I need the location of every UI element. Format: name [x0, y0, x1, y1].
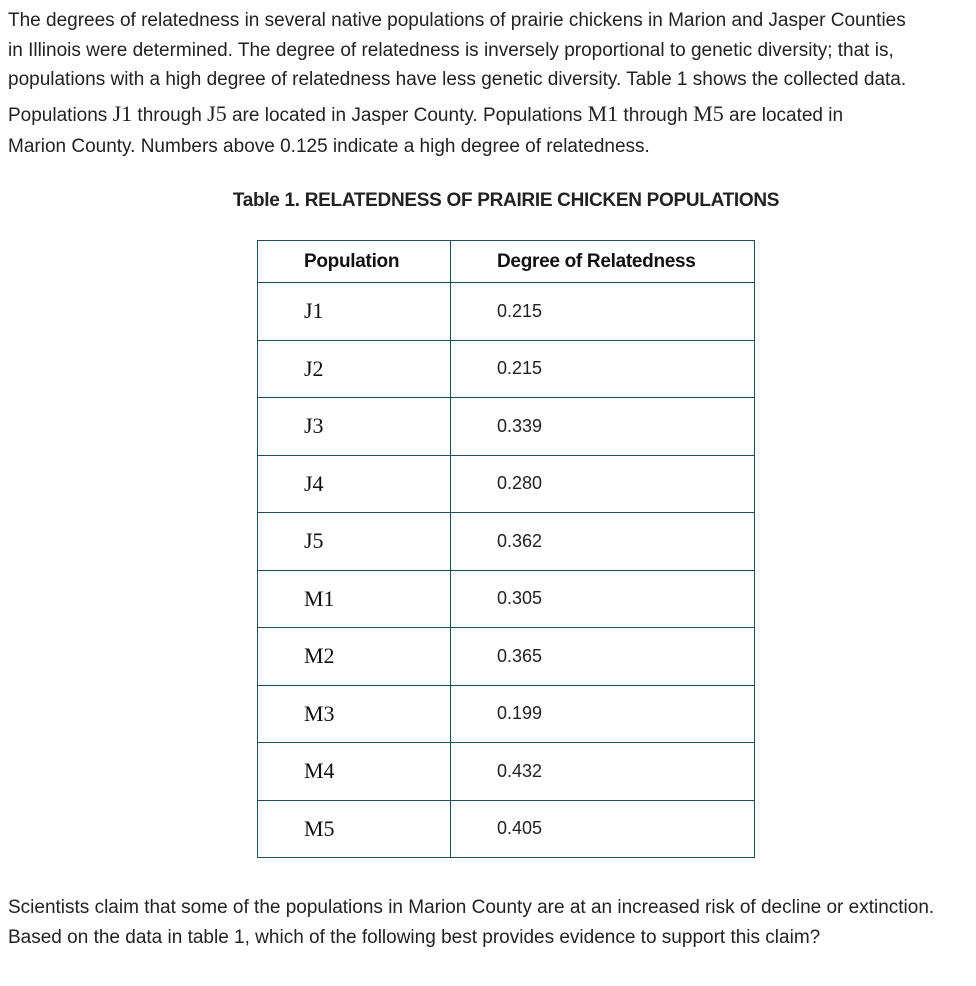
- population-cell: J4: [258, 455, 451, 513]
- intro-text: are located in Jasper County. Populations: [226, 104, 588, 126]
- intro-line: populations with a high degree of relatedness have less genetic diversity. Table 1 shows the collected data.: [8, 69, 907, 90]
- relatedness-cell: 0.280: [451, 455, 755, 513]
- population-cell: J2: [258, 340, 451, 398]
- population-cell: J1: [258, 283, 451, 341]
- relatedness-cell: 0.339: [451, 398, 755, 456]
- population-cell: M4: [258, 743, 451, 801]
- math-label: J5: [207, 100, 227, 126]
- table-row: [258, 628, 755, 686]
- population-cell: M5: [258, 800, 451, 858]
- math-label: J1: [112, 100, 133, 126]
- population-cell: M3: [258, 685, 451, 743]
- intro-line: Marion County. Numbers above 0.125 indicate a high degree of relatedness.: [8, 135, 650, 157]
- relatedness-cell: 0.305: [451, 570, 755, 628]
- table-row: [258, 455, 755, 513]
- intro-text: through: [132, 104, 208, 126]
- table-row: [258, 743, 755, 801]
- relatedness-table: [257, 240, 755, 858]
- table-row: [258, 398, 755, 456]
- math-label: M1: [587, 100, 619, 126]
- population-cell: M2: [258, 628, 451, 686]
- intro-line: The degrees of relatedness in several native populations of prairie chickens in Marion and Jasper Counties: [8, 10, 906, 31]
- table-row: [258, 340, 755, 398]
- math-label: M5: [693, 100, 724, 126]
- intro-line: in Illinois were determined. The degree of relatedness is inversely proportional to genetic diversity; that is,: [8, 39, 894, 61]
- relatedness-cell: 0.199: [451, 685, 755, 743]
- intro-text: are located in: [723, 104, 844, 126]
- table-header-row: [258, 241, 755, 283]
- column-header-population: Population: [258, 241, 451, 283]
- table-row: [258, 570, 755, 628]
- table-title: Table 1. RELATEDNESS OF PRAIRIE CHICKEN POPULATIONS: [232, 190, 780, 211]
- table-row: [258, 800, 755, 858]
- question-text: Scientists claim that some of the populations in Marion County are at an increased risk of decline or extinction. Based on the data in table 1, which of the following best provides evidence to support this claim?: [8, 897, 935, 948]
- relatedness-cell: 0.215: [451, 283, 755, 341]
- relatedness-cell: 0.215: [451, 340, 755, 398]
- population-cell: J3: [258, 398, 451, 456]
- population-cell: J5: [258, 513, 451, 571]
- intro-paragraph: [8, 6, 976, 161]
- column-header-relatedness: Degree of Relatedness: [451, 241, 755, 283]
- population-cell: M1: [258, 570, 451, 628]
- table-row: [258, 513, 755, 571]
- relatedness-cell: 0.405: [451, 800, 755, 858]
- table-row: [258, 685, 755, 743]
- intro-text: Populations: [8, 104, 113, 126]
- table-row: [258, 283, 755, 341]
- intro-text: through: [618, 104, 694, 126]
- relatedness-cell: 0.432: [451, 743, 755, 801]
- intro-line: [8, 95, 976, 132]
- relatedness-cell: 0.365: [451, 628, 755, 686]
- relatedness-cell: 0.362: [451, 513, 755, 571]
